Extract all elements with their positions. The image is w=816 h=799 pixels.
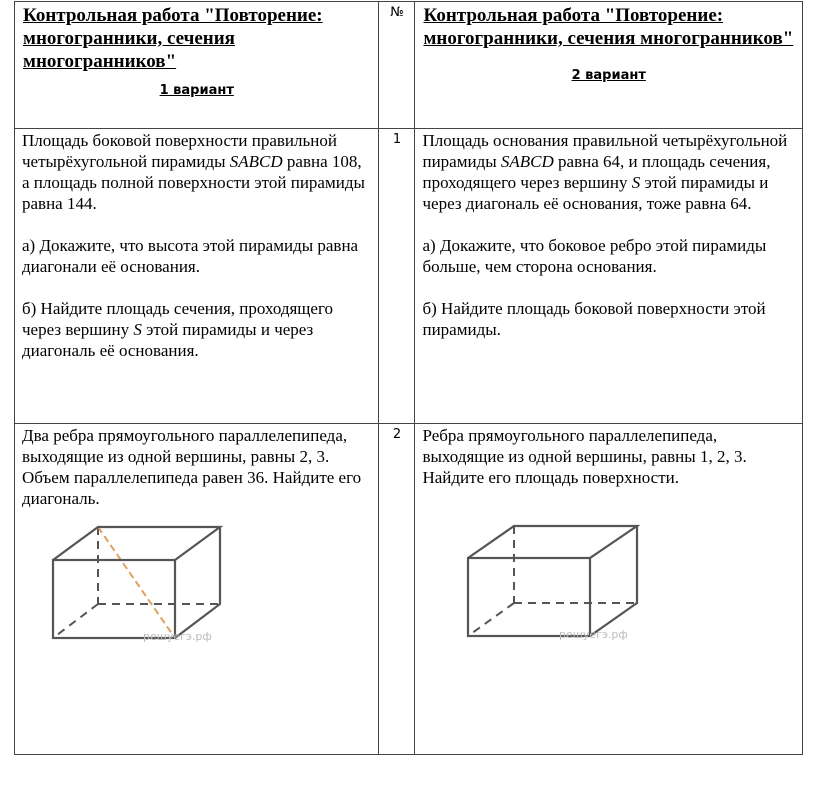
task-1-v2-part-a: а) Докажите, что боковое ребро этой пирамиды больше, чем сторона основания. bbox=[422, 236, 767, 276]
task-2-v2-text: Ребра прямоугольного параллелепипеда, выходящие из одной вершины, равны 1, 2, 3. Найдите его площадь поверхности. bbox=[422, 426, 747, 487]
header-number bbox=[379, 2, 415, 129]
variant-2-label: 2 вариант bbox=[571, 68, 646, 83]
top-face-edges bbox=[53, 527, 220, 560]
task-1-v1-part-a: а) Докажите, что высота этой пирамиды равна диагонали её основания. bbox=[22, 236, 359, 276]
hidden-edge bbox=[53, 604, 98, 638]
parallelepiped-with-diagonal-figure bbox=[15, 519, 377, 669]
task-1-variant-1 bbox=[15, 129, 379, 424]
task-1-v1-part-b: б) Найдите площадь сечения, проходящего через вершину S этой пирамиды и через диагональ её основания. bbox=[22, 299, 333, 360]
task-2-variant-1 bbox=[15, 424, 379, 755]
vertex-label: S bbox=[631, 173, 641, 192]
task-2-variant-2 bbox=[415, 424, 803, 755]
test-table bbox=[14, 1, 803, 755]
top-face-edges bbox=[468, 526, 637, 558]
vertex-label: S bbox=[133, 320, 142, 339]
front-face bbox=[53, 560, 175, 638]
header-variant-2 bbox=[415, 2, 803, 129]
watermark: решуегэ.рф bbox=[559, 628, 629, 641]
task-1-number: 1 bbox=[392, 132, 402, 147]
task-1-variant-2 bbox=[415, 129, 803, 424]
task-2-row bbox=[15, 424, 803, 755]
header-row bbox=[15, 2, 803, 129]
space-diagonal bbox=[98, 527, 175, 638]
variant-1-label: 1 вариант bbox=[159, 83, 234, 98]
variant-2-title: Контрольная работа "Повторение: многогранники, сечения многогранников" bbox=[423, 5, 794, 49]
task-1-row bbox=[15, 129, 803, 424]
task-1-v2-part-b: б) Найдите площадь боковой поверхности этой пирамиды. bbox=[422, 299, 766, 339]
task-2-number: 2 bbox=[392, 427, 402, 442]
task-1-v2-intro: Площадь основания правильной четырёхугольной пирамиды SABCD равна 64, и площадь сечения, проходящего через вершину S этой пирамиды и через диагональ её основания, тоже равна 64. bbox=[422, 131, 788, 213]
task-1-number-cell bbox=[379, 129, 415, 424]
front-face bbox=[468, 558, 590, 636]
task-2-v1-text: Два ребра прямоугольного параллелепипеда, выходящие из одной вершины, равны 2, 3. Объем параллелепипеда равен 36. Найдите его диагональ. bbox=[22, 426, 362, 508]
pyramid-label: SABCD bbox=[500, 152, 554, 171]
watermark: решуегэ.рф bbox=[143, 630, 212, 643]
variant-1-title: Контрольная работа "Повторение: многогранники, сечения многогранников" bbox=[23, 5, 323, 72]
task-1-v1-intro: Площадь боковой поверхности правильной четырёхугольной пирамиды SABCD равна 108, а площадь полной поверхности этой пирамиды равна 144. bbox=[22, 131, 365, 213]
number-column-label: № bbox=[390, 5, 404, 20]
hidden-edge bbox=[468, 603, 514, 636]
pyramid-label: SABCD bbox=[229, 152, 283, 171]
task-2-number-cell bbox=[379, 424, 415, 755]
parallelepiped-figure bbox=[415, 518, 800, 668]
header-variant-1 bbox=[15, 2, 379, 129]
